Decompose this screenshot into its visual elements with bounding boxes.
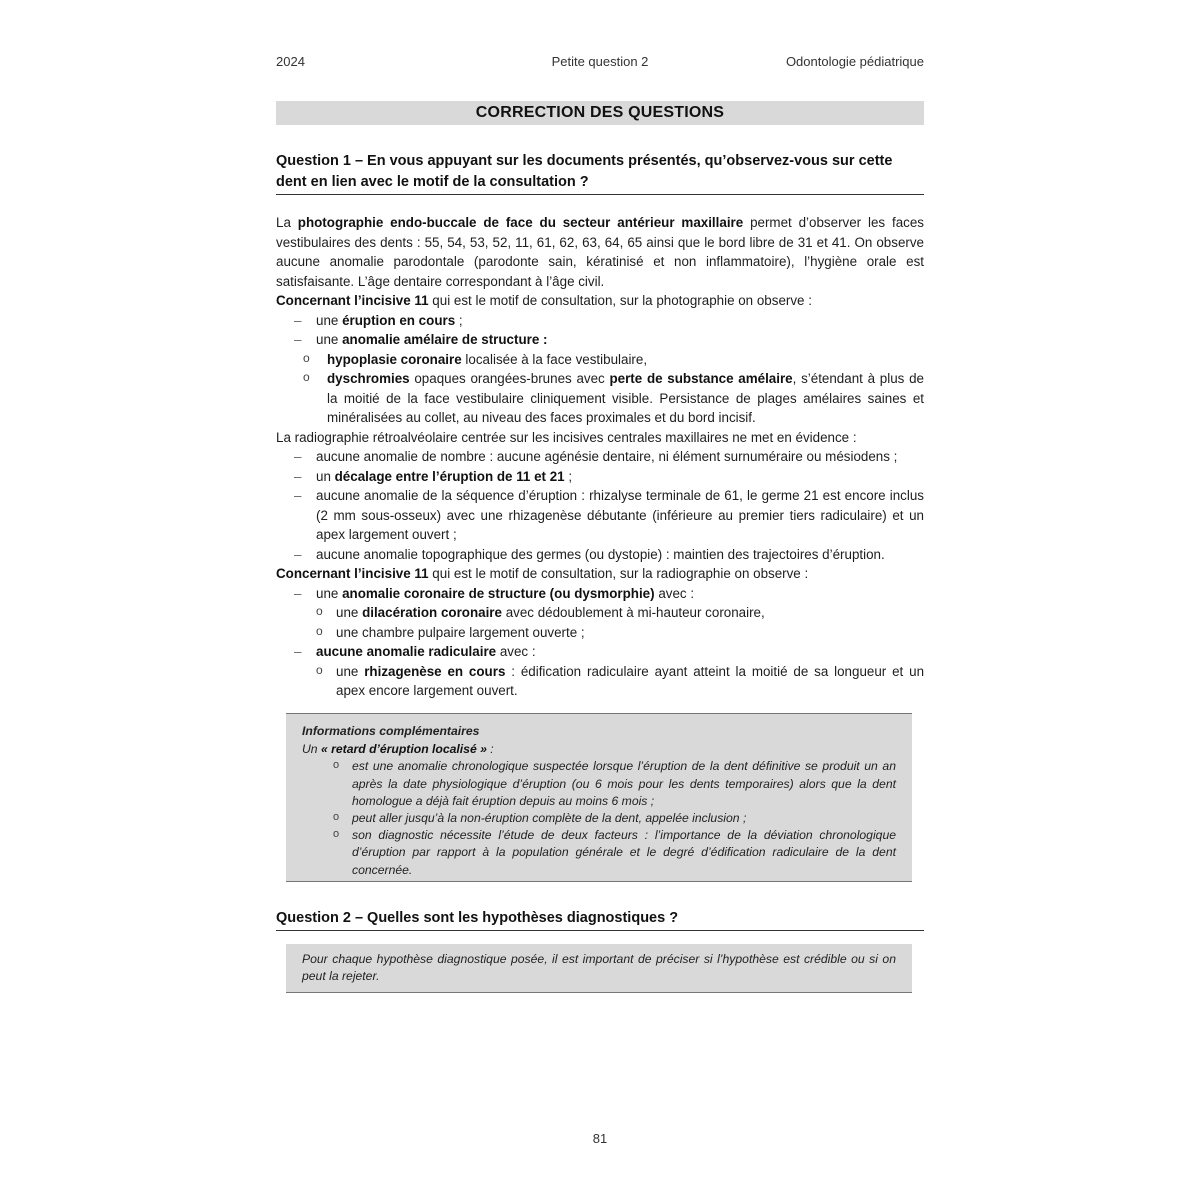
text-run: ; [564, 468, 573, 484]
text-run: qui est le motif de consultation, sur la photographie on observe : [428, 293, 812, 308]
radio-tooth-list [276, 584, 924, 701]
text-run: une [336, 663, 365, 679]
text-run: une [316, 312, 343, 328]
bold-run: perte de substance amélaire [609, 371, 793, 386]
text-run: un [316, 468, 335, 484]
bold-run: anomalie amélaire de structure : [342, 332, 548, 347]
list-item: – aucune anomalie de la séquence d’éruption : rhizalyse terminale de 61, le germe 21 est encore inclus (2 mm sous-osseux) avec une rhizagenèse débutante (inférieure au premier tiers radiculaire) et un apex largement ouvert ; [276, 486, 924, 545]
photo-subfindings-list [276, 350, 924, 428]
section-banner: CORRECTION DES QUESTIONS [276, 101, 924, 125]
list-item [276, 350, 924, 370]
list-item: o peut aller jusqu’à la non-éruption complète de la dent, appelée inclusion ; [302, 810, 896, 827]
header-subject: Odontologie pédiatrique [785, 54, 924, 69]
info-box [286, 713, 912, 882]
list-item: – aucune anomalie de nombre : aucune agénésie dentaire, ni élément surnuméraire ou mésiodens ; [276, 447, 924, 467]
text-run: avec dédoublement à mi-hauteur coronaire, [501, 605, 765, 620]
text-run: : [486, 742, 494, 757]
radio-lead [276, 564, 924, 584]
bold-run: photographie endo-buccale de face du secteur antérieur maxillaire [297, 215, 744, 230]
page-content [276, 101, 924, 993]
list-item: o une chambre pulpaire largement ouverte ; [296, 623, 924, 643]
radio-root-sublist [296, 662, 924, 701]
radio-crown-sublist [296, 603, 924, 642]
bold-run: rhizagenèse en cours [364, 663, 506, 679]
info-box-lead [302, 741, 896, 758]
text-run: Un [302, 742, 321, 757]
text-run: une [336, 605, 363, 620]
list-item [296, 662, 924, 701]
text-run: opaques orangées-brunes avec [409, 371, 610, 386]
radio-intro: La radiographie rétroalvéolaire centrée sur les incisives centrales maxillaires ne met en évidence : [276, 429, 857, 445]
bold-run: « retard d’éruption localisé » [320, 742, 487, 757]
bold-run: décalage entre l’éruption de 11 et 21 [334, 468, 565, 484]
bold-run: aucune anomalie radiculaire [316, 644, 497, 659]
bold-run: dilacération coronaire [362, 605, 502, 620]
list-item [276, 369, 924, 428]
text-run: : édification radiculaire ayant atteint la moitié de sa longueur et un apex encore largement ouvert. [336, 663, 925, 698]
list-item: – aucune anomalie topographique des germes (ou dystopie) : maintien des trajectoires d’éruption. [276, 545, 924, 565]
photo-intro-paragraph [276, 213, 924, 291]
list-item [296, 603, 924, 623]
text-run: une [316, 332, 343, 347]
radio-findings-list [276, 447, 924, 564]
list-item [276, 467, 924, 487]
question-1-title: Question 1 – En vous appuyant sur les documents présentés, qu’observez-vous sur cette dent en lien avec le motif de la consultation ? [276, 151, 924, 195]
info-box-title: Informations complémentaires [302, 723, 480, 738]
bold-run: anomalie coronaire de structure (ou dysmorphie) [342, 585, 655, 601]
list-item [276, 311, 924, 331]
text-run: qui est le motif de consultation, sur la radiographie on observe : [428, 566, 809, 581]
text-run: La [276, 215, 298, 230]
list-item: o son diagnostic nécessite l’étude de deux facteurs : l’importance de la déviation chronologique d’éruption par rapport à la population générale et le degré d’édification radiculaire de la dent concernée. [302, 827, 896, 879]
text-run: permet d’observer les faces vestibulaires des dents : 55, 54, 53, 52, 11, 61, 62, 63, 64, 65 ainsi que le bord libre de 31 et 41. On observe aucune anomalie parodontale (parodonte sain, kératinisé et non inflammatoire), l’hygiène orale est satisfaisante. L’âge dentaire correspondant à l’âge civil. [276, 215, 924, 289]
page-number: 81 [592, 1131, 608, 1146]
list-item [276, 584, 924, 643]
info-box-list [302, 758, 896, 878]
question-2-title: Question 2 – Quelles sont les hypothèses diagnostiques ? [276, 908, 924, 931]
bold-run: hypoplasie coronaire [327, 351, 462, 367]
photo-findings-list [276, 311, 924, 350]
text-run: , s’étendant à plus de la moitié de la face vestibulaire cliniquement visible. Persistance de plages amélaires saines et minéralisées au collet, au niveau des faces proximales et du bord incisif. [327, 371, 924, 425]
bold-run: éruption en cours [342, 312, 456, 328]
running-header [276, 54, 924, 72]
text-run: ; [455, 312, 463, 328]
list-item: o est une anomalie chronologique suspectée lorsque l’éruption de la dent définitive se produit un an après la date physiologique d’éruption (ou 6 mois pour les dents temporaires) alors que la dent homologue a déjà fait éruption depuis au moins 6 mois ; [302, 758, 896, 810]
photo-lead [276, 291, 924, 311]
bold-run: dyschromies [327, 371, 410, 386]
bold-run: Concernant l’incisive 11 [276, 566, 429, 581]
header-year: 2024 [276, 54, 305, 69]
header-section: Petite question 2 [551, 54, 649, 69]
text-run: avec : [496, 644, 536, 659]
bold-run: Concernant l’incisive 11 [276, 293, 429, 308]
list-item [276, 642, 924, 701]
text-run: localisée à la face vestibulaire, [461, 351, 648, 367]
note-box: Pour chaque hypothèse diagnostique posée, il est important de préciser si l’hypothèse est crédible ou si on peut la rejeter. [286, 944, 912, 993]
text-run: une [316, 585, 343, 601]
text-run: avec : [654, 585, 695, 601]
list-item [276, 330, 924, 350]
